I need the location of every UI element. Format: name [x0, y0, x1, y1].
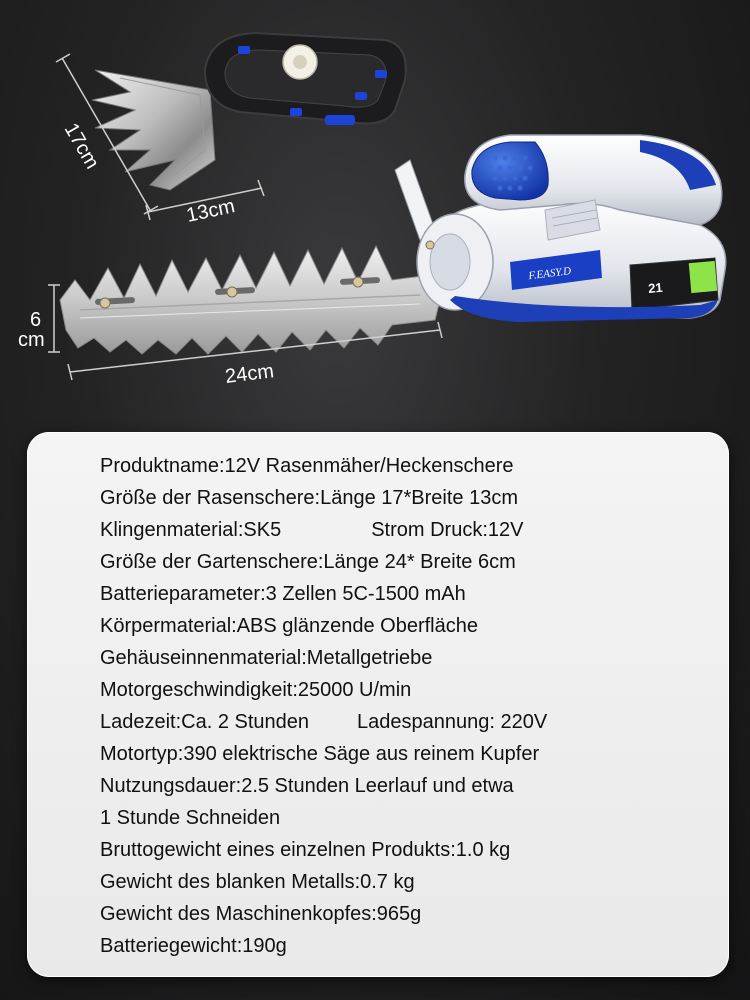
spec-line	[100, 802, 547, 834]
hedge-blade-width-unit: cm	[18, 329, 45, 351]
spec-text: Klingenmaterial:SK5	[100, 519, 282, 541]
spec-line	[100, 738, 547, 770]
grass-shear-length-label: 17cm	[59, 119, 104, 173]
hedge-blade-length-label: 24cm	[223, 360, 276, 388]
spec-line	[100, 674, 547, 706]
spec-card	[27, 432, 729, 977]
spec-text-secondary: Strom Druck:12V	[371, 519, 524, 541]
spec-line	[100, 930, 547, 962]
spec-list	[100, 450, 547, 962]
spec-text: Bruttogewicht eines einzelnen Produkts:1.0 kg	[100, 839, 511, 861]
spec-line	[100, 834, 547, 866]
grass-shear-head	[92, 33, 406, 190]
spec-line	[100, 610, 547, 642]
spec-line	[100, 482, 547, 514]
spec-line	[100, 514, 547, 546]
grass-shear-blade	[92, 70, 215, 190]
spec-text: 1 Stunde Schneiden	[100, 807, 281, 829]
spec-text: Batteriegewicht:190g	[100, 935, 287, 957]
spec-text: Motorgeschwindigkeit:25000 U/min	[100, 679, 412, 701]
hedge-trimmer	[60, 135, 726, 354]
spec-line	[100, 866, 547, 898]
spec-line	[100, 706, 547, 738]
spec-text: Gewicht des blanken Metalls:0.7 kg	[100, 871, 415, 893]
grass-shear-width-label: 13cm	[184, 195, 237, 227]
spec-text: Gehäuseinnenmaterial:Metallgetriebe	[100, 647, 433, 669]
spec-line	[100, 898, 547, 930]
hedge-blade-width-value: 6	[30, 309, 42, 331]
spec-line	[100, 450, 547, 482]
spec-text: Gewicht des Maschinenkopfes:965g	[100, 903, 422, 925]
spec-text: Batterieparameter:3 Zellen 5C-1500 mAh	[100, 583, 466, 605]
spec-text: Größe der Gartenschere:Länge 24* Breite 6cm	[100, 551, 516, 573]
spec-line	[100, 770, 547, 802]
spec-text: Ladezeit:Ca. 2 Stunden	[100, 711, 310, 733]
product-illustration	[0, 0, 750, 430]
spec-text: Produktname:12V Rasenmäher/Heckenschere	[100, 455, 514, 477]
spec-text-secondary: Ladespannung: 220V	[357, 711, 548, 733]
battery-label: 21	[647, 279, 664, 297]
spec-text: Größe der Rasenschere:Länge 17*Breite 13cm	[100, 487, 519, 509]
spec-line	[100, 642, 547, 674]
spec-text: Körpermaterial:ABS glänzende Oberfläche	[100, 615, 478, 637]
spec-line	[100, 546, 547, 578]
spec-text: Nutzungsdauer:2.5 Stunden Leerlauf und etwa	[100, 775, 514, 797]
brand-label: F.EASY.D	[527, 265, 572, 283]
spec-line	[100, 578, 547, 610]
spec-text: Motortyp:390 elektrische Säge aus reinem Kupfer	[100, 743, 540, 765]
